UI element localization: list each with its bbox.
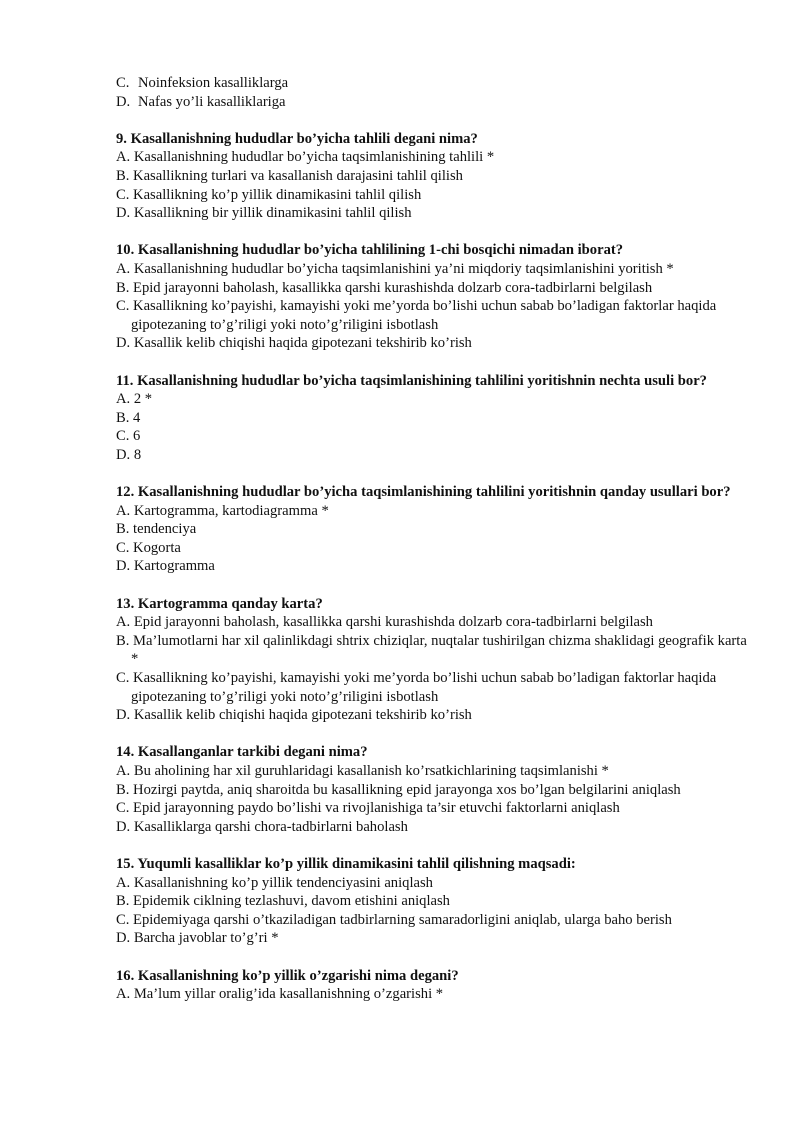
question-10 bbox=[116, 241, 756, 353]
answer-option: D. 8 bbox=[116, 446, 142, 463]
answer-option: C. Epid jarayonning paydo bo’lishi va rivojlanishiga ta’sir etuvchi faktorlarni aniqlash bbox=[116, 800, 620, 817]
answer-option: D. Kasallik kelib chiqishi haqida gipotezani tekshirib ko’rish bbox=[116, 335, 472, 352]
answer-option: B. Epidemik ciklning tezlashuvi, davom etishini aniqlash bbox=[116, 893, 450, 910]
answer-option: A. Kartogramma, kartodiagramma * bbox=[116, 502, 329, 519]
answer-option: A. 2 * bbox=[116, 391, 153, 408]
answer-option: B. 4 bbox=[116, 409, 141, 426]
answer-option: B. Hozirgi paytda, aniq sharoitda bu kasallikning epid jarayonga xos bo’lgan belgilarini aniqlash bbox=[116, 781, 681, 798]
answer-option: C. Kasallikning ko’payishi, kamayishi yoki me’yorda bo’lishi uchun sabab bo’ladigan faktorlar haqida gipotezaning to’g’riligi yoki noto’g’riligini isbotlash bbox=[116, 298, 717, 333]
answer-option: B. Kasallikning turlari va kasallanish darajasini tahlil qilish bbox=[116, 167, 463, 184]
answer-option: D. Kartogramma bbox=[116, 558, 215, 575]
answer-option: A. Ma’lum yillar oralig’ida kasallanishning o’zgarishi * bbox=[116, 986, 444, 1003]
question-title: 10. Kasallanishning hududlar bo’yicha tahlilining 1-chi bosqichi nimadan iborat? bbox=[116, 242, 624, 259]
question-13 bbox=[116, 595, 756, 725]
option-letter: D. bbox=[116, 93, 131, 110]
question-11 bbox=[116, 372, 756, 465]
lead-option-d bbox=[116, 93, 756, 112]
answer-option: C. Kasallikning ko’p yillik dinamikasini tahlil qilish bbox=[116, 186, 422, 203]
question-14 bbox=[116, 743, 756, 836]
answer-option: C. 6 bbox=[116, 428, 141, 445]
lead-option-c bbox=[116, 74, 756, 93]
question-title: 11. Kasallanishning hududlar bo’yicha taqsimlanishining tahlilini yoritishnin nechta usuli bor? bbox=[116, 372, 707, 389]
option-text: Noinfeksion kasalliklarga bbox=[138, 75, 289, 91]
answer-option: D. Barcha javoblar to’g’ri * bbox=[116, 930, 279, 947]
answer-option: C. Epidemiyaga qarshi o’tkaziladigan tadbirlarning samaradorligini aniqlab, ularga baho berish bbox=[116, 911, 672, 928]
option-letter: C. bbox=[116, 75, 130, 91]
document-page bbox=[116, 74, 756, 1004]
answer-option: B. tendenciya bbox=[116, 521, 197, 538]
answer-option: D. Kasallik kelib chiqishi haqida gipotezani tekshirib ko’rish bbox=[116, 707, 472, 724]
option-text: Nafas yo’li kasalliklariga bbox=[138, 93, 286, 110]
answer-option: D. Kasalliklarga qarshi chora-tadbirlarni baholash bbox=[116, 818, 408, 835]
question-title: 16. Kasallanishning ko’p yillik o’zgarishi nima degani? bbox=[116, 967, 459, 984]
answer-option: B. Ma’lumotlarni har xil qalinlikdagi shtrix chiziqlar, nuqtalar tushirilgan chizma shaklidagi geografik karta * bbox=[116, 632, 747, 668]
question-16 bbox=[116, 967, 756, 1004]
answer-option: A. Kasallanishning ko’p yillik tendenciyasini aniqlash bbox=[116, 874, 433, 891]
question-title: 13. Kartogramma qanday karta? bbox=[116, 595, 323, 612]
question-9 bbox=[116, 130, 756, 223]
question-title: 9. Kasallanishning hududlar bo’yicha tahlili degani nima? bbox=[116, 130, 478, 147]
question-12 bbox=[116, 483, 756, 576]
answer-option: C. Kogorta bbox=[116, 539, 181, 556]
answer-option: A. Kasallanishning hududlar bo’yicha taqsimlanishini ya’ni miqdoriy taqsimlanishini yoritish * bbox=[116, 260, 674, 277]
question-title: 15. Yuqumli kasalliklar ko’p yillik dinamikasini tahlil qilishning maqsadi: bbox=[116, 855, 576, 872]
answer-option: D. Kasallikning bir yillik dinamikasini tahlil qilish bbox=[116, 205, 412, 222]
question-15 bbox=[116, 855, 756, 948]
answer-option: A. Bu aholining har xil guruhlaridagi kasallanish ko’rsatkichlarining taqsimlanishi * bbox=[116, 762, 609, 779]
answer-option: A. Epid jarayonni baholash, kasallikka qarshi kurashishda dolzarb cora-tadbirlarni belgilash bbox=[116, 614, 653, 631]
answer-option: A. Kasallanishning hududlar bo’yicha taqsimlanishining tahlili * bbox=[116, 149, 495, 166]
answer-option: B. Epid jarayonni baholash, kasallikka qarshi kurashishda dolzarb cora-tadbirlarni belgilash bbox=[116, 279, 653, 296]
answer-option: C. Kasallikning ko’payishi, kamayishi yoki me’yorda bo’lishi uchun sabab bo’ladigan faktorlar haqida gipotezaning to’g’riligi yoki noto’g’riligini isbotlash bbox=[116, 670, 717, 705]
question-title: 12. Kasallanishning hududlar bo’yicha taqsimlanishining tahlilini yoritishnin qanday usullari bor? bbox=[116, 484, 731, 501]
question-title: 14. Kasallanganlar tarkibi degani nima? bbox=[116, 744, 368, 761]
